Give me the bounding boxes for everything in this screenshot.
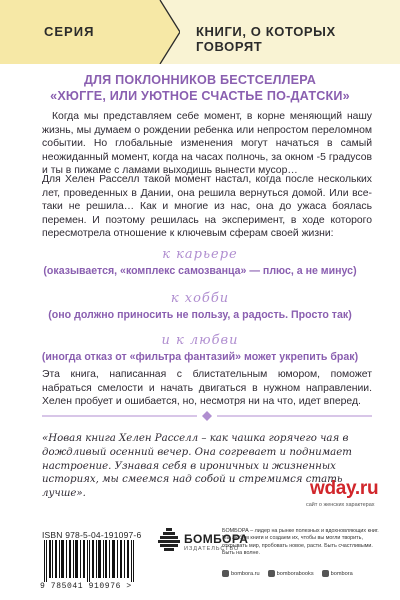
series-title: КНИГИ, О КОТОРЫХ ГОВОРЯТ [196,24,336,54]
script-heading-career: к карьере [162,247,238,262]
bombora-logo-icon [158,528,180,552]
telegram-icon [322,570,329,577]
note-hobby: (оно должно приносить не пользу, а радость. Просто так) [48,309,352,321]
social-item-site[interactable] [222,570,260,577]
bombora-name: БОМБОРА [184,532,249,546]
promo-heading [20,72,380,104]
vk-icon [268,570,275,577]
script-heading-hobby: к хобби [170,291,230,306]
social-label-telegram: bombora [330,570,353,577]
review-quote: «Новая книга Хелен Расселл – как чашка горячего чая в дождливый осенний вечер. Она согревает и поднимает настроение. Узнавая себя в ироничных и жизненных историях, мы смеемся над собой и стремимся стать лучше». [42,433,352,500]
note-love: (иногда отказ от «фильтра фантазий» может укрепить брак) [41,351,359,363]
wday-logo: wday.ru [310,478,379,499]
social-item-telegram[interactable] [322,570,353,577]
promo-heading-line2: «ХЮГГЕ, ИЛИ УЮТНОЕ СЧАСТЬЕ ПО-ДАТСКИ» [50,89,350,103]
series-banner [0,0,400,64]
bombora-subtitle: ИЗДАТЕЛЬСТВО [184,546,240,552]
story-paragraph: Для Хелен Расселл такой момент настал, когда после нескольких лет, проведенных в Дании, она решила вернуться домой. Или все-таки не решила… Как и многие из нас, она до ужаса боялась перемен. И поэтому решилась на эксперимент, в ходе которого пересмотрела отношение к ключевым сферам своей жизни: [42,174,372,240]
globe-icon [222,570,229,577]
note-career: (оказывается, «комплекс самозванца» — плюс, а не минус) [43,265,357,277]
social-links [222,570,392,577]
chevron-right-icon [150,0,180,64]
isbn-text: ISBN 978-5-04-191097-6 [42,530,142,540]
barcode [42,540,136,582]
wday-tagline: сайт о женских характерах [306,502,375,508]
publisher-description: БОМБОРА – лидер на рынке полезных и вдохновляющих книг. Мы любим книги и создаем их, чтобы вы могли творить, открывать мир, пробовать новое, расти. Быть счастливыми. Быть на волне. [222,528,379,557]
promo-heading-line1: ДЛЯ ПОКЛОННИКОВ БЕСТСЕЛЛЕРА [83,73,317,87]
ornament-divider [42,410,372,422]
barcode-digits: 9 785041 910976 > [40,582,132,591]
intro-paragraph: Когда мы представляем себе момент, в корне меняющий нашу жизнь, мы думаем о рождении ребенка или непростом переломном событии. Но глобальные изменения могут начаться в самый неожиданный момент, когда на часах полночь, за окном -5 градусов и ты в пижаме с ламами выходишь вынести мусор… [42,111,372,177]
series-label: СЕРИЯ [44,24,95,39]
social-label-vk: bomborabooks [276,570,314,577]
social-label-site: bombora.ru [231,570,260,577]
summary-paragraph: Эта книга, написанная с блистательным юмором, поможет набраться смелости и начать двигаться в нужном направлении. Хелен пробует и ошибается, но, несмотря ни на что, идет вперед. [42,369,372,408]
script-heading-love: и к любви [161,333,239,348]
social-item-vk[interactable] [268,570,314,577]
